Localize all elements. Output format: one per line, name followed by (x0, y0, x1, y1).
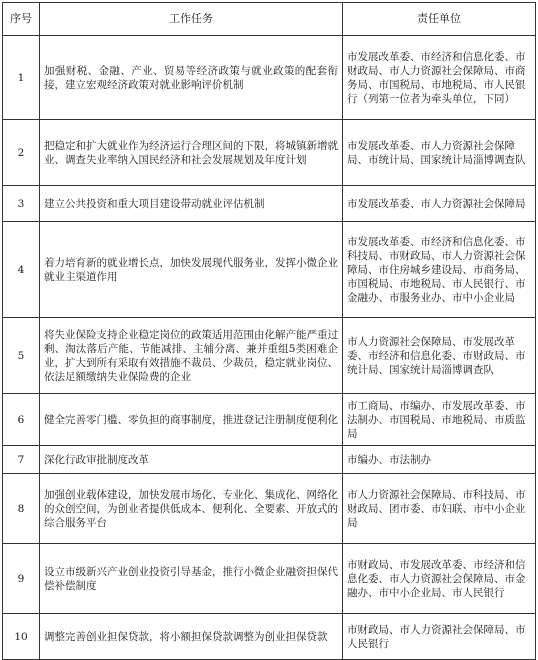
header-no: 序号 (3, 3, 40, 36)
table-row (3, 614, 536, 660)
row-unit: 市人力资源社会保障局、市发展改革委、市经济和信息化委、市财政局、市统计局、国家统计局淄博调查队 (343, 318, 536, 394)
row-task: 调整完善创业担保贷款，将小额担保贷款调整为创业担保贷款 (40, 614, 343, 660)
row-number: 7 (3, 446, 40, 474)
row-unit: 市发展改革委、市人力资源社会保障局、市统计局、国家统计局淄博调查队 (343, 120, 536, 186)
row-task: 将失业保险支持企业稳定岗位的政策适用范围由化解产能严重过剩、淘汰落后产能、节能减排、主辅分离、兼并重组5类困难企业，扩大到所有采取有效措施不裁员、少裁员，稳定就业岗位、依法足额缴纳失业保险费的企业 (40, 318, 343, 394)
table-row (3, 544, 536, 614)
row-number: 6 (3, 394, 40, 446)
row-number: 9 (3, 544, 40, 614)
row-number: 5 (3, 318, 40, 394)
table-row (3, 186, 536, 222)
row-number: 3 (3, 186, 40, 222)
row-number: 1 (3, 36, 40, 120)
row-task: 把稳定和扩大就业作为经济运行合理区间的下限，将城镇新增就业、调查失业率纳入国民经济和社会发展规划及年度计划 (40, 120, 343, 186)
row-unit: 市发展改革委、市经济和信息化委、市财政局、市人力资源社会保障局、市商务局、市国税局、市地税局、市人民银行（列第一位者为牵头单位，下同） (343, 36, 536, 120)
table-row (3, 318, 536, 394)
row-number: 10 (3, 614, 40, 660)
table-row (3, 394, 536, 446)
row-unit: 市发展改革委、市人力资源社会保障局 (343, 186, 536, 222)
row-task: 建立公共投资和重大项目建设带动就业评估机制 (40, 186, 343, 222)
table-row (3, 222, 536, 318)
row-unit: 市财政局、市发展改革委、市经济和信息化委、市人力资源社会保障局、市金融办、市中小企业局、市人民银行 (343, 544, 536, 614)
row-task: 深化行政审批制度改革 (40, 446, 343, 474)
row-unit: 市工商局、市编办、市发展改革委、市法制办、市国税局、市地税局、市质监局 (343, 394, 536, 446)
row-number: 4 (3, 222, 40, 318)
table-row (3, 446, 536, 474)
row-unit: 市人力资源社会保障局、市科技局、市财政局、团市委、市妇联、市中小企业局 (343, 474, 536, 544)
row-task: 着力培育新的就业增长点，加快发展现代服务业，发挥小微企业就业主渠道作用 (40, 222, 343, 318)
row-number: 2 (3, 120, 40, 186)
table-row (3, 36, 536, 120)
responsibility-table (2, 2, 536, 660)
row-task: 加强财税、金融、产业、贸易等经济政策与就业政策的配套衔接，建立宏观经济政策对就业影响评价机制 (40, 36, 343, 120)
row-task: 设立市级新兴产业创业投资引导基金，推行小微企业融资担保代偿补偿制度 (40, 544, 343, 614)
row-unit: 市财政局、市人力资源社会保障局、市人民银行 (343, 614, 536, 660)
row-unit: 市编办、市法制办 (343, 446, 536, 474)
table-row (3, 120, 536, 186)
row-number: 8 (3, 474, 40, 544)
table-header-row (3, 3, 536, 36)
row-task: 加强创业载体建设，加快发展市场化、专业化、集成化、网络化的众创空间，为创业者提供低成本、便利化、全要素、开放式的综合服务平台 (40, 474, 343, 544)
row-unit: 市发展改革委、市经济和信息化委、市科技局、市财政局、市人力资源社会保障局、市住房城乡建设局、市商务局、市国税局、市地税局、市人民银行、市金融办、市服务业办、市中小企业局 (343, 222, 536, 318)
row-task: 健全完善零门槛、零负担的商事制度，推进登记注册制度便利化 (40, 394, 343, 446)
table-row (3, 474, 536, 544)
header-task: 工作任务 (40, 3, 343, 36)
header-unit: 责任单位 (343, 3, 536, 36)
